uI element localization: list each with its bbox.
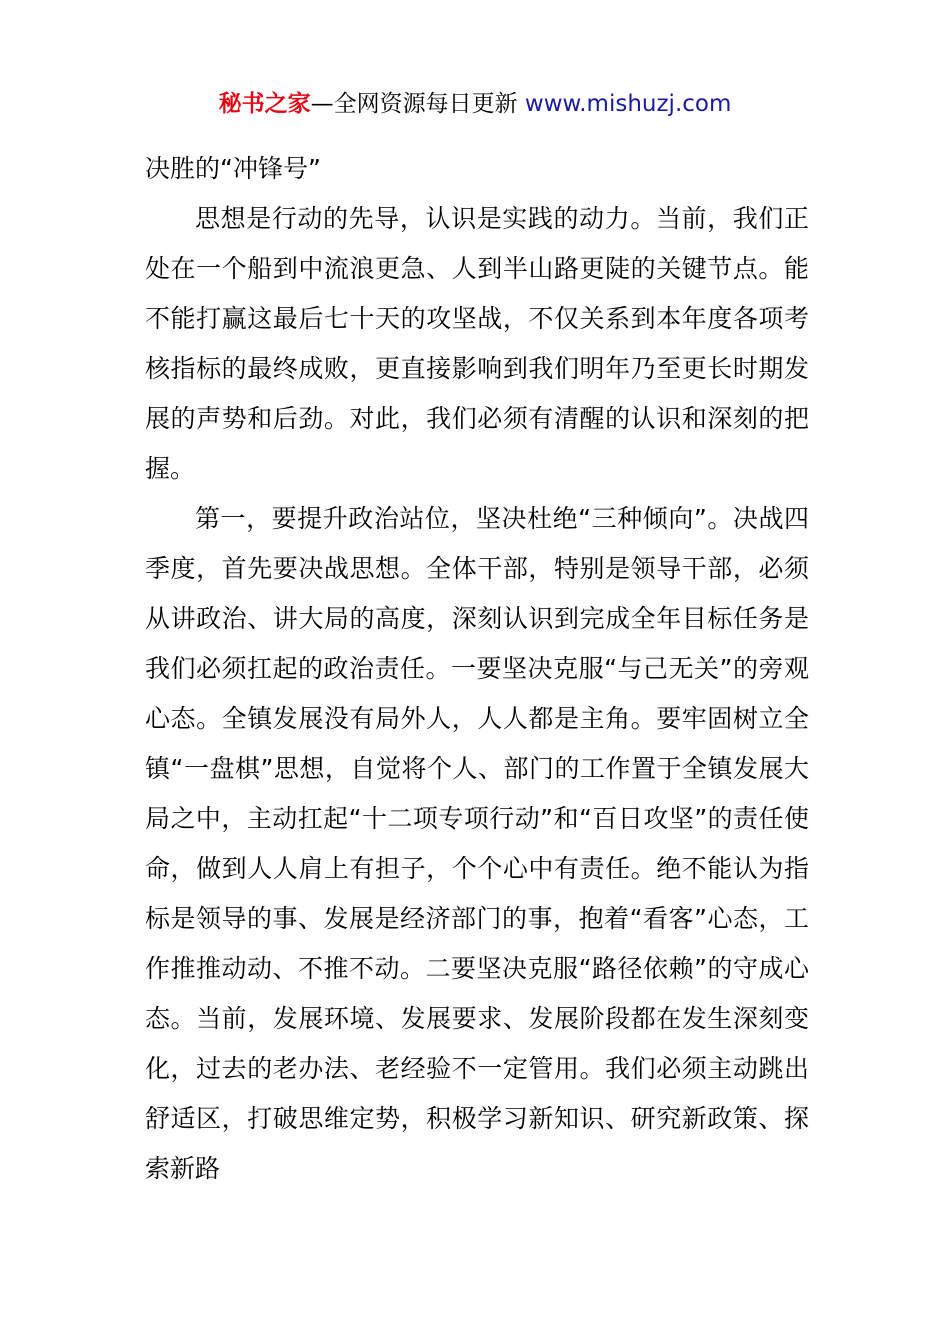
paragraph-continuation: 决胜的“冲锋号”	[145, 154, 321, 183]
paragraph: 第一，要提升政治站位，坚决杜绝“三种倾向”。决战四季度，首先要决战思想。全体干部，特别是领导干部，必须从讲政治、讲大局的高度，深刻认识到完成全年目标任务是我们必须扛起的政治责任。一要坚决克服“与己无关”的旁观心态。全镇发展没有局外人，人人都是主角。要牢固树立全镇“一盘棋”思想，自觉将个人、部门的工作置于全镇发展大局之中，主动扛起“十二项专项行动”和“百日攻坚”的责任使命，做到人人肩上有担子，个个心中有责任。绝不能认为指标是领导的事、发展是经济部门的事，抱着“看客”心态，工作推推动动、不推不动。二要坚决克服“路径依赖”的守成心态。当前，发展环境、发展要求、发展阶段都在发生深刻变化，过去的老办法、老经验不一定管用。我们必须主动跳出舒适区，打破思维定势，积极学习新知识、研究新政策、探索新路	[145, 504, 809, 1183]
paragraph: 思想是行动的先导，认识是实践的动力。当前，我们正处在一个船到中流浪更急、人到半山路更陡的关键节点。能不能打赢这最后七十天的攻坚战，不仅关系到本年度各项考核指标的最终成败，更直接影响到我们明年乃至更长时期发展的声势和后劲。对此，我们必须有清醒的认识和深刻的把握。	[145, 204, 809, 483]
document-body	[145, 144, 809, 1194]
header-tagline: —全网资源每日更新	[310, 91, 525, 117]
page-header	[0, 86, 950, 122]
header-url-link[interactable]: www.mishuzj.com	[524, 91, 732, 117]
header-brand: 秘书之家	[218, 91, 311, 117]
